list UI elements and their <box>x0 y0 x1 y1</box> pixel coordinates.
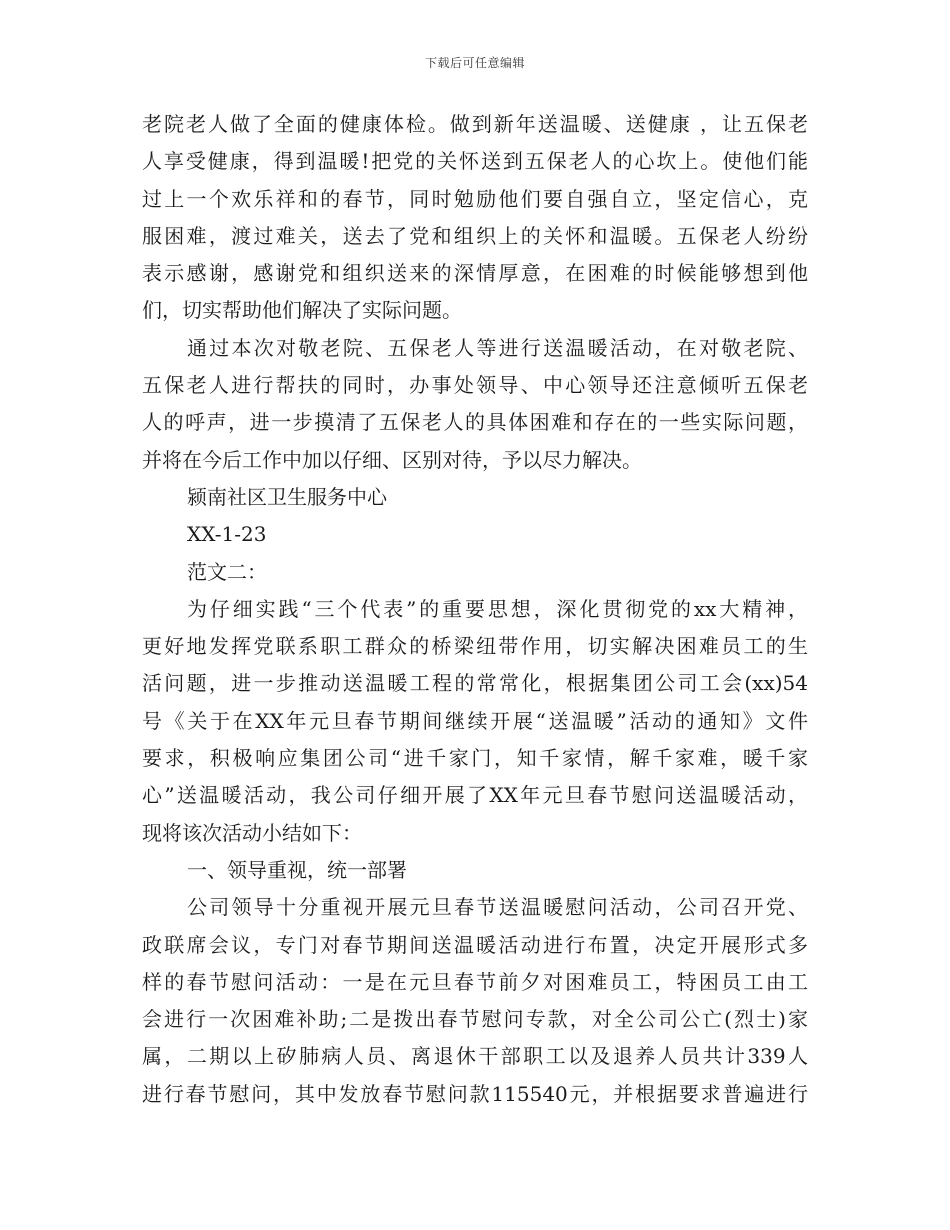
text-line: 颍南社区卫生服务中心 <box>187 484 387 509</box>
text-line: 人的呼声，进一步摸清了五保老人的具体困难和存在的一些实际问题， <box>142 410 808 435</box>
text-line: 老院老人做了全面的健康体检。做到新年送温暖、送健康 ，让五保老 <box>142 112 808 136</box>
text-line: 政联席会议，专门对春节期间送温暖活动进行布置，决定开展形式多 <box>142 932 808 957</box>
text-line: 公司领导十分重视开展元旦春节送温暖慰问活动，公司召开党、 <box>187 895 808 920</box>
text-line: XX-1-23 <box>187 522 267 547</box>
text-line: 服困难，渡过难关，送去了党和组织上的关怀和温暖。五保老人纷纷 <box>142 223 808 248</box>
text-line: 要求，积极响应集团公司“进千家门，知千家情，解千家难，暖千家 <box>142 746 808 771</box>
text-line: 过上一个欢乐祥和的春节，同时勉励他们要自强自立，坚定信心，克 <box>142 186 808 211</box>
text-line: 并将在今后工作中加以仔细、区别对待，予以尽力解决。 <box>142 447 642 472</box>
text-line: 样的春节慰问活动：一是在元旦春节前夕对困难员工，特困员工由工 <box>142 969 808 994</box>
text-line: 五保老人进行帮扶的同时，办事处领导、中心领导还注意倾听五保老 <box>142 373 808 398</box>
text-line: 表示感谢，感谢党和组织送来的深情厚意，在困难的时候能够想到他 <box>142 261 808 286</box>
text-line: 更好地发挥党联系职工群众的桥梁纽带作用，切实解决困难员工的生 <box>142 634 808 659</box>
text-line: 号《关于在XX年元旦春节期间继续开展“送温暖”活动的通知》文件 <box>142 708 808 733</box>
text-line: 为仔细实践“三个代表”的重要思想，深化贯彻党的xx大精神， <box>187 596 808 621</box>
text-line: 进行春节慰问，其中发放春节慰问款115540元，并根据要求普遍进行 <box>142 1081 808 1106</box>
text-line: 人享受健康，得到温暖!把党的关怀送到五保老人的心坎上。使他们能 <box>142 149 808 174</box>
page-header-note: 下载后可任意编辑 <box>424 56 525 70</box>
text-line: 一、领导重视，统一部署 <box>187 857 407 882</box>
text-line: 们，切实帮助他们解决了实际问题。 <box>142 298 462 323</box>
text-line: 心”送温暖活动，我公司仔细开展了XX年元旦春节慰问送温暖活动， <box>142 783 808 808</box>
text-line: 会进行一次困难补助;二是拨出春节慰问专款，对全公司公亡(烈士)家 <box>142 1007 808 1032</box>
document-body <box>142 106 808 1113</box>
text-line: 范文二： <box>187 559 267 584</box>
text-line: 活问题，进一步推动送温暖工程的常常化，根据集团公司工会(xx)54 <box>142 671 808 696</box>
text-line: 通过本次对敬老院、五保老人等进行送温暖活动，在对敬老院、 <box>187 335 808 360</box>
text-line: 现将该次活动小结如下： <box>142 820 362 845</box>
text-line: 属，二期以上矽肺病人员、离退休干部职工以及退养人员共计339人 <box>142 1044 808 1069</box>
